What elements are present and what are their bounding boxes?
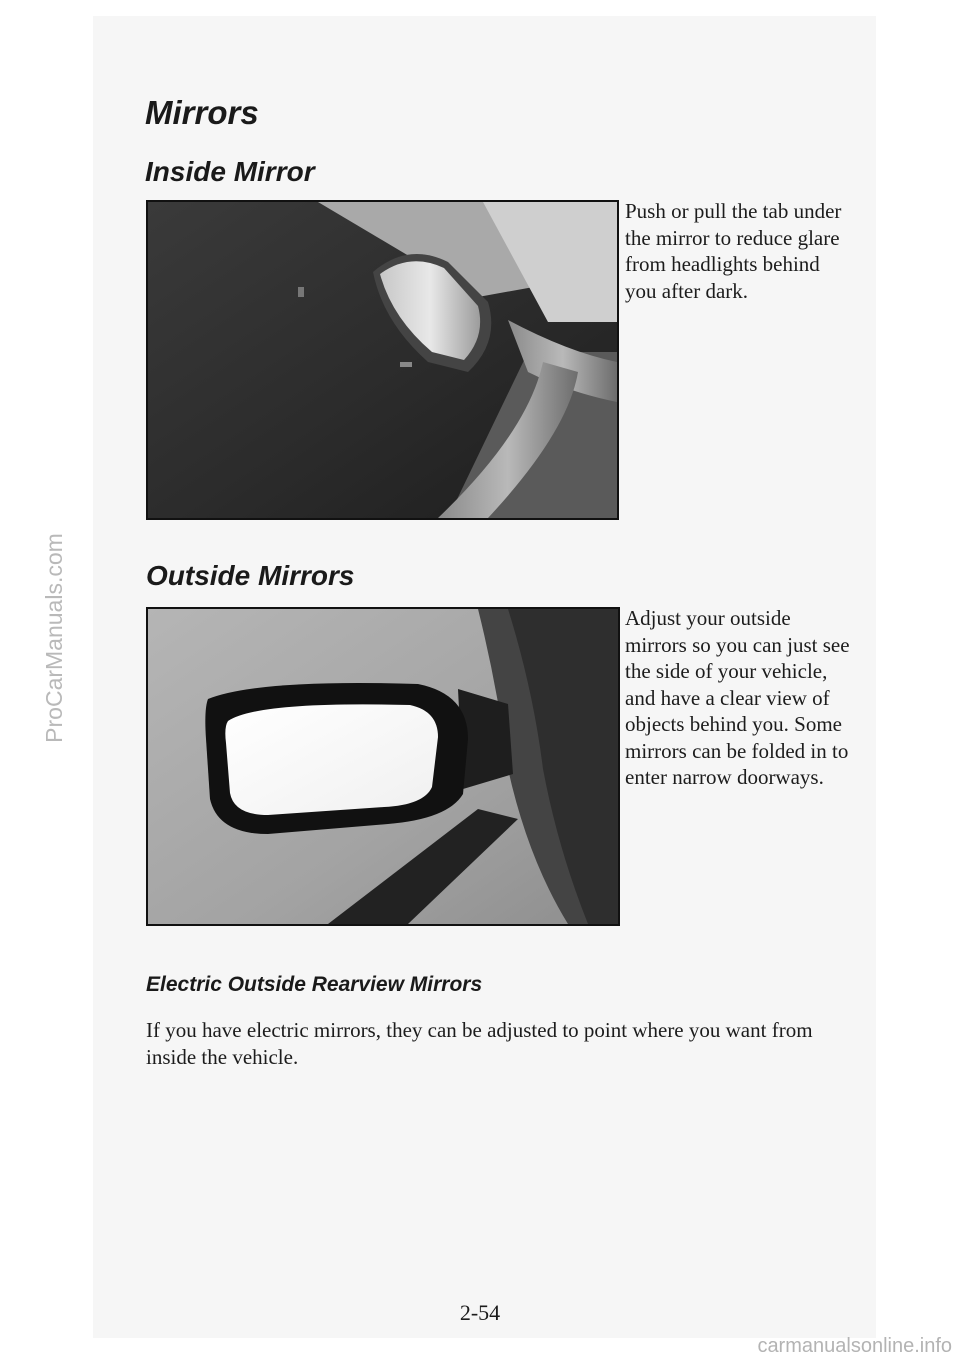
page-title: Mirrors — [145, 94, 259, 131]
side-watermark: ProCarManuals.com — [41, 533, 67, 743]
electric-mirrors-text: If you have electric mirrors, they can be adjusted to point where you want from inside the vehicle. — [146, 1018, 813, 1069]
inside-mirror-heading: Inside Mirror — [145, 156, 315, 187]
outside-mirrors-heading: Outside Mirrors — [146, 560, 355, 591]
inside-mirror-text: Push or pull the tab under the mirror to reduce glare from headlights behind you after dark. — [625, 199, 842, 303]
outside-mirror-photo — [146, 607, 620, 926]
electric-mirrors-heading: Electric Outside Rearview Mirrors — [146, 973, 483, 996]
bottom-watermark: carmanualsonline.info — [757, 1335, 952, 1357]
page-number: 2-54 — [459, 1300, 501, 1325]
inside-mirror-photo — [146, 200, 619, 520]
outside-mirrors-text: Adjust your outside mirrors so you can just see the side of your vehicle, and have a clear view of objects behind you. Some mirrors can be folded in to enter narrow doorways. — [625, 606, 850, 789]
